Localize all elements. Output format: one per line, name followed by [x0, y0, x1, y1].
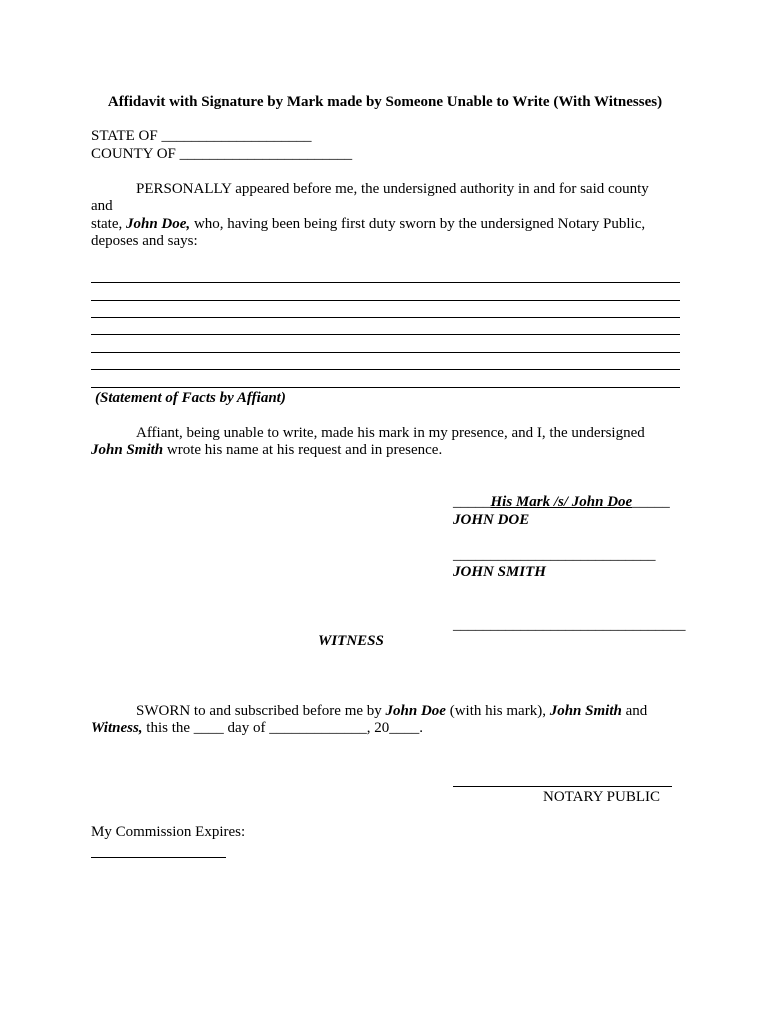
sworn-name-john-doe: John Doe — [385, 703, 446, 719]
signature-line-witness: _______________________________ — [453, 617, 686, 633]
para3-line2: Witness, this the ____ day of _____________, 20____. — [91, 720, 423, 736]
notary-public-label: NOTARY PUBLIC — [543, 789, 661, 805]
signature-mark: His Mark /s/ John Doe — [490, 494, 633, 510]
para1-line2: and — [91, 198, 113, 214]
signature-mark-line: _____His Mark /s/ John Doe_____ — [453, 494, 670, 510]
signature-line-john-smith: ___________________________ — [453, 547, 656, 563]
sworn-witness: Witness, — [91, 720, 143, 736]
para2-line2: John Smith wrote his name at his request and in presence. — [91, 442, 443, 458]
county-line: COUNTY OF _______________________ — [91, 146, 353, 162]
para1-line4: deposes and says: — [91, 233, 198, 249]
witness-name: John Smith — [91, 442, 164, 458]
para2-line1: Affiant, being unable to write, made his mark in my presence, and I, the undersigned — [136, 425, 645, 441]
signer-name-john-doe: JOHN DOE — [453, 512, 530, 528]
signer-name-john-smith: JOHN SMITH — [453, 564, 546, 580]
commission-expires-label: My Commission Expires: — [91, 824, 246, 840]
statement-caption: (Statement of Facts by Affiant) — [95, 390, 286, 406]
para1-line3: state, John Doe, who, having been being first duty sworn by the undersigned Notary Public, — [91, 216, 646, 232]
statement-rule — [91, 317, 680, 318]
statement-rule — [91, 300, 680, 301]
witness-label: WITNESS — [318, 633, 384, 649]
notary-signature-line — [453, 786, 672, 787]
statement-rule — [91, 352, 680, 353]
para3-line1: SWORN to and subscribed before me by John Doe (with his mark), John Smith and — [136, 703, 648, 719]
statement-rule — [91, 334, 680, 335]
state-line: STATE OF ____________________ — [91, 128, 312, 144]
statement-rule — [91, 369, 680, 370]
statement-rule — [91, 282, 680, 283]
commission-date-line — [91, 857, 226, 858]
document-title: Affidavit with Signature by Mark made by Someone Unable to Write (With Witnesses) — [107, 94, 663, 110]
statement-rule — [91, 387, 680, 388]
para1-line1: PERSONALLY appeared before me, the undersigned authority in and for said county — [136, 181, 649, 197]
sworn-name-john-smith: John Smith — [549, 703, 622, 719]
affiant-name: John Doe, — [126, 216, 191, 232]
